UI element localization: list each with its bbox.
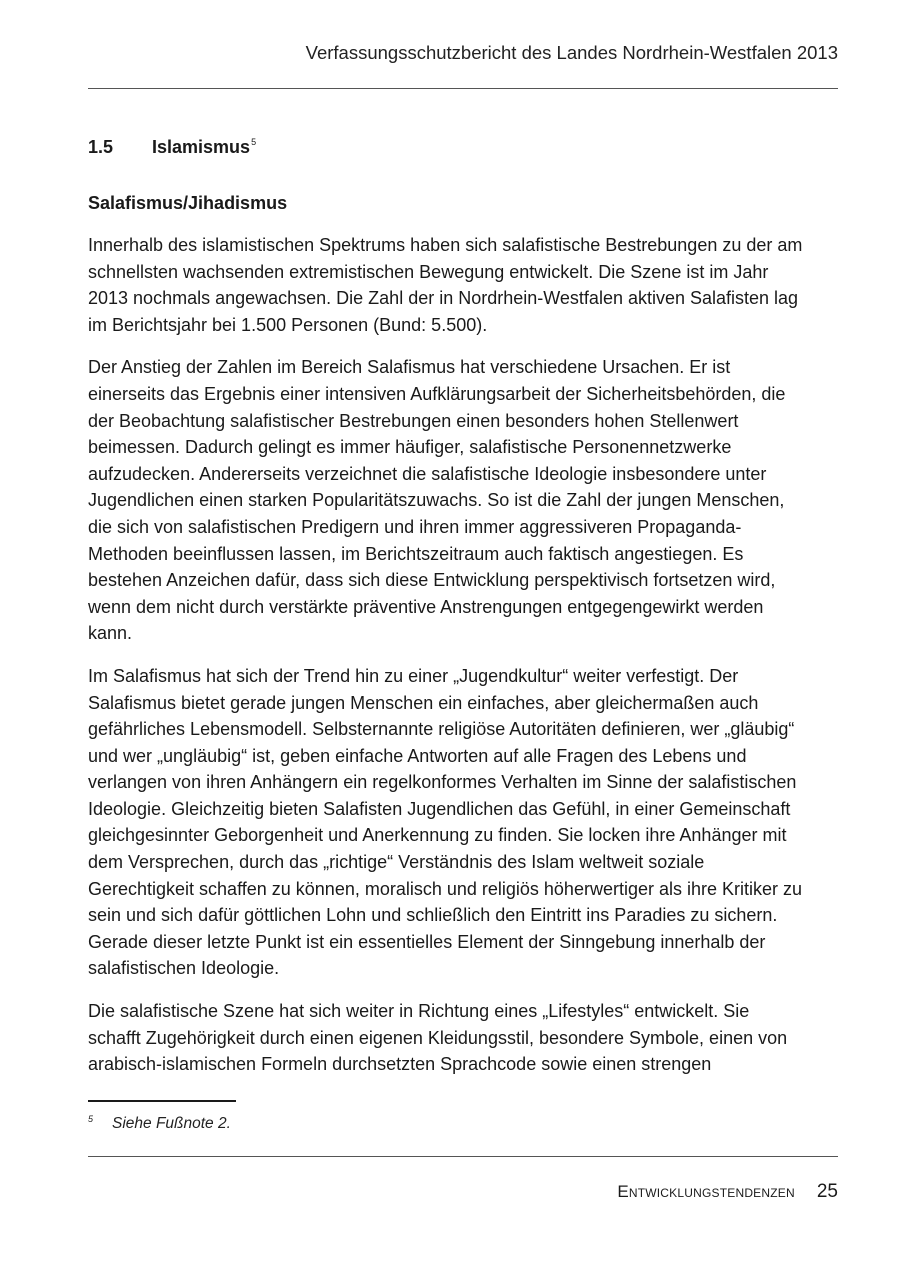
subsection-heading: Salafismus/Jihadismus (88, 193, 288, 213)
footer-section-name: Entwicklungstendenzen (617, 1182, 795, 1201)
section-heading (88, 130, 256, 159)
footer-divider (88, 1156, 838, 1157)
running-header: Verfassungsschutzbericht des Landes Nordrhein-Westfalen 2013 (305, 42, 838, 63)
footnote-mark: 5 (88, 1114, 94, 1124)
page-footer (617, 1178, 838, 1205)
footnote-divider (88, 1100, 236, 1102)
page-number: 25 (816, 1181, 838, 1202)
footnote-text: Siehe Fußnote 2. (112, 1115, 231, 1132)
header-divider (88, 88, 838, 89)
footnote (88, 1108, 231, 1135)
section-number: 1.5 (88, 137, 114, 157)
paragraph: Innerhalb des islamistischen Spektrums haben sich salafistische Bestrebungen zu der am schnellsten wachsenden extremistischen Bewegung entwickelt. Die Szene ist im Jahr 2013 nochmals angewachsen. Die Zahl der in Nordrhein-Westfalen aktiven Salafisten lag im Berichtsjahr bei 1.500 Personen (Bund: 5.500). (88, 235, 803, 335)
section-title: Islamismus (152, 137, 251, 157)
paragraph: Der Anstieg der Zahlen im Bereich Salafismus hat verschiedene Ursachen. Er ist einerseits das Ergebnis einer intensiven Aufklärungsarbeit der Sicherheitsbehörden, die der Beobachtung salafistischer Bestrebungen einen besonders hohen Stellenwert beimessen. Dadurch gelingt es immer häufiger, salafistische Personennetzwerke aufzudecken. Andererseits verzeichnet die salafistische Ideologie insbesondere unter Jugendlichen einen starken Popularitätszuwachs. So ist die Zahl der jungen Menschen, die sich von salafistischen Predigern und ihren immer aggressiveren Propaganda-Methoden beeinflussen lassen, im Berichtszeitraum auch faktisch angestiegen. Es bestehen Anzeichen dafür, dass sich diese Entwicklung perspektivisch fortsetzen wird, wenn dem nicht durch verstärkte präventive Anstrengungen entgegengewirkt werden kann. (88, 357, 786, 644)
paragraph: Im Salafismus hat sich der Trend hin zu einer „Jugendkultur“ weiter verfestigt. Der Salafismus bietet gerade jungen Menschen ein einfaches, aber gleichermaßen auch gefährliches Lebensmodell. Selbsternannte religiöse Autoritäten definieren, wer „gläubig“ und wer „ungläubig“ ist, geben einfache Antworten auf alle Fragen des Lebens und verlangen von ihren Anhängern ein regelkonformes Verhalten im Sinne der salafistischen Ideologie. Gleichzeitig bieten Salafisten Jugendlichen das Gefühl, in einer Gemeinschaft gleichgesinnter Geborgenheit und Anerkennung zu finden. Sie locken ihre Anhänger mit dem Versprechen, durch das „richtige“ Verständnis des Islam weltweit soziale Gerechtigkeit schaffen zu können, moralisch und religiös höherwertiger als ihre Kritiker zu sein und sich dafür göttlichen Lohn und schließlich den Eintritt ins Paradies zu sichern. Gerade dieser letzte Punkt ist ein essentielles Element der Sinngebung innerhalb der salafistischen Ideologie. (88, 665, 803, 979)
paragraph: Die salafistische Szene hat sich weiter in Richtung eines „Lifestyles“ entwickelt. Sie schafft Zugehörigkeit durch einen eigenen Kleidungsstil, besondere Symbole, einen von arabisch-islamischen Formeln durchsetzten Sprachcode sowie einen strengen (88, 1001, 788, 1075)
footnote-reference[interactable]: 5 (251, 137, 257, 147)
body-text (88, 232, 806, 1094)
